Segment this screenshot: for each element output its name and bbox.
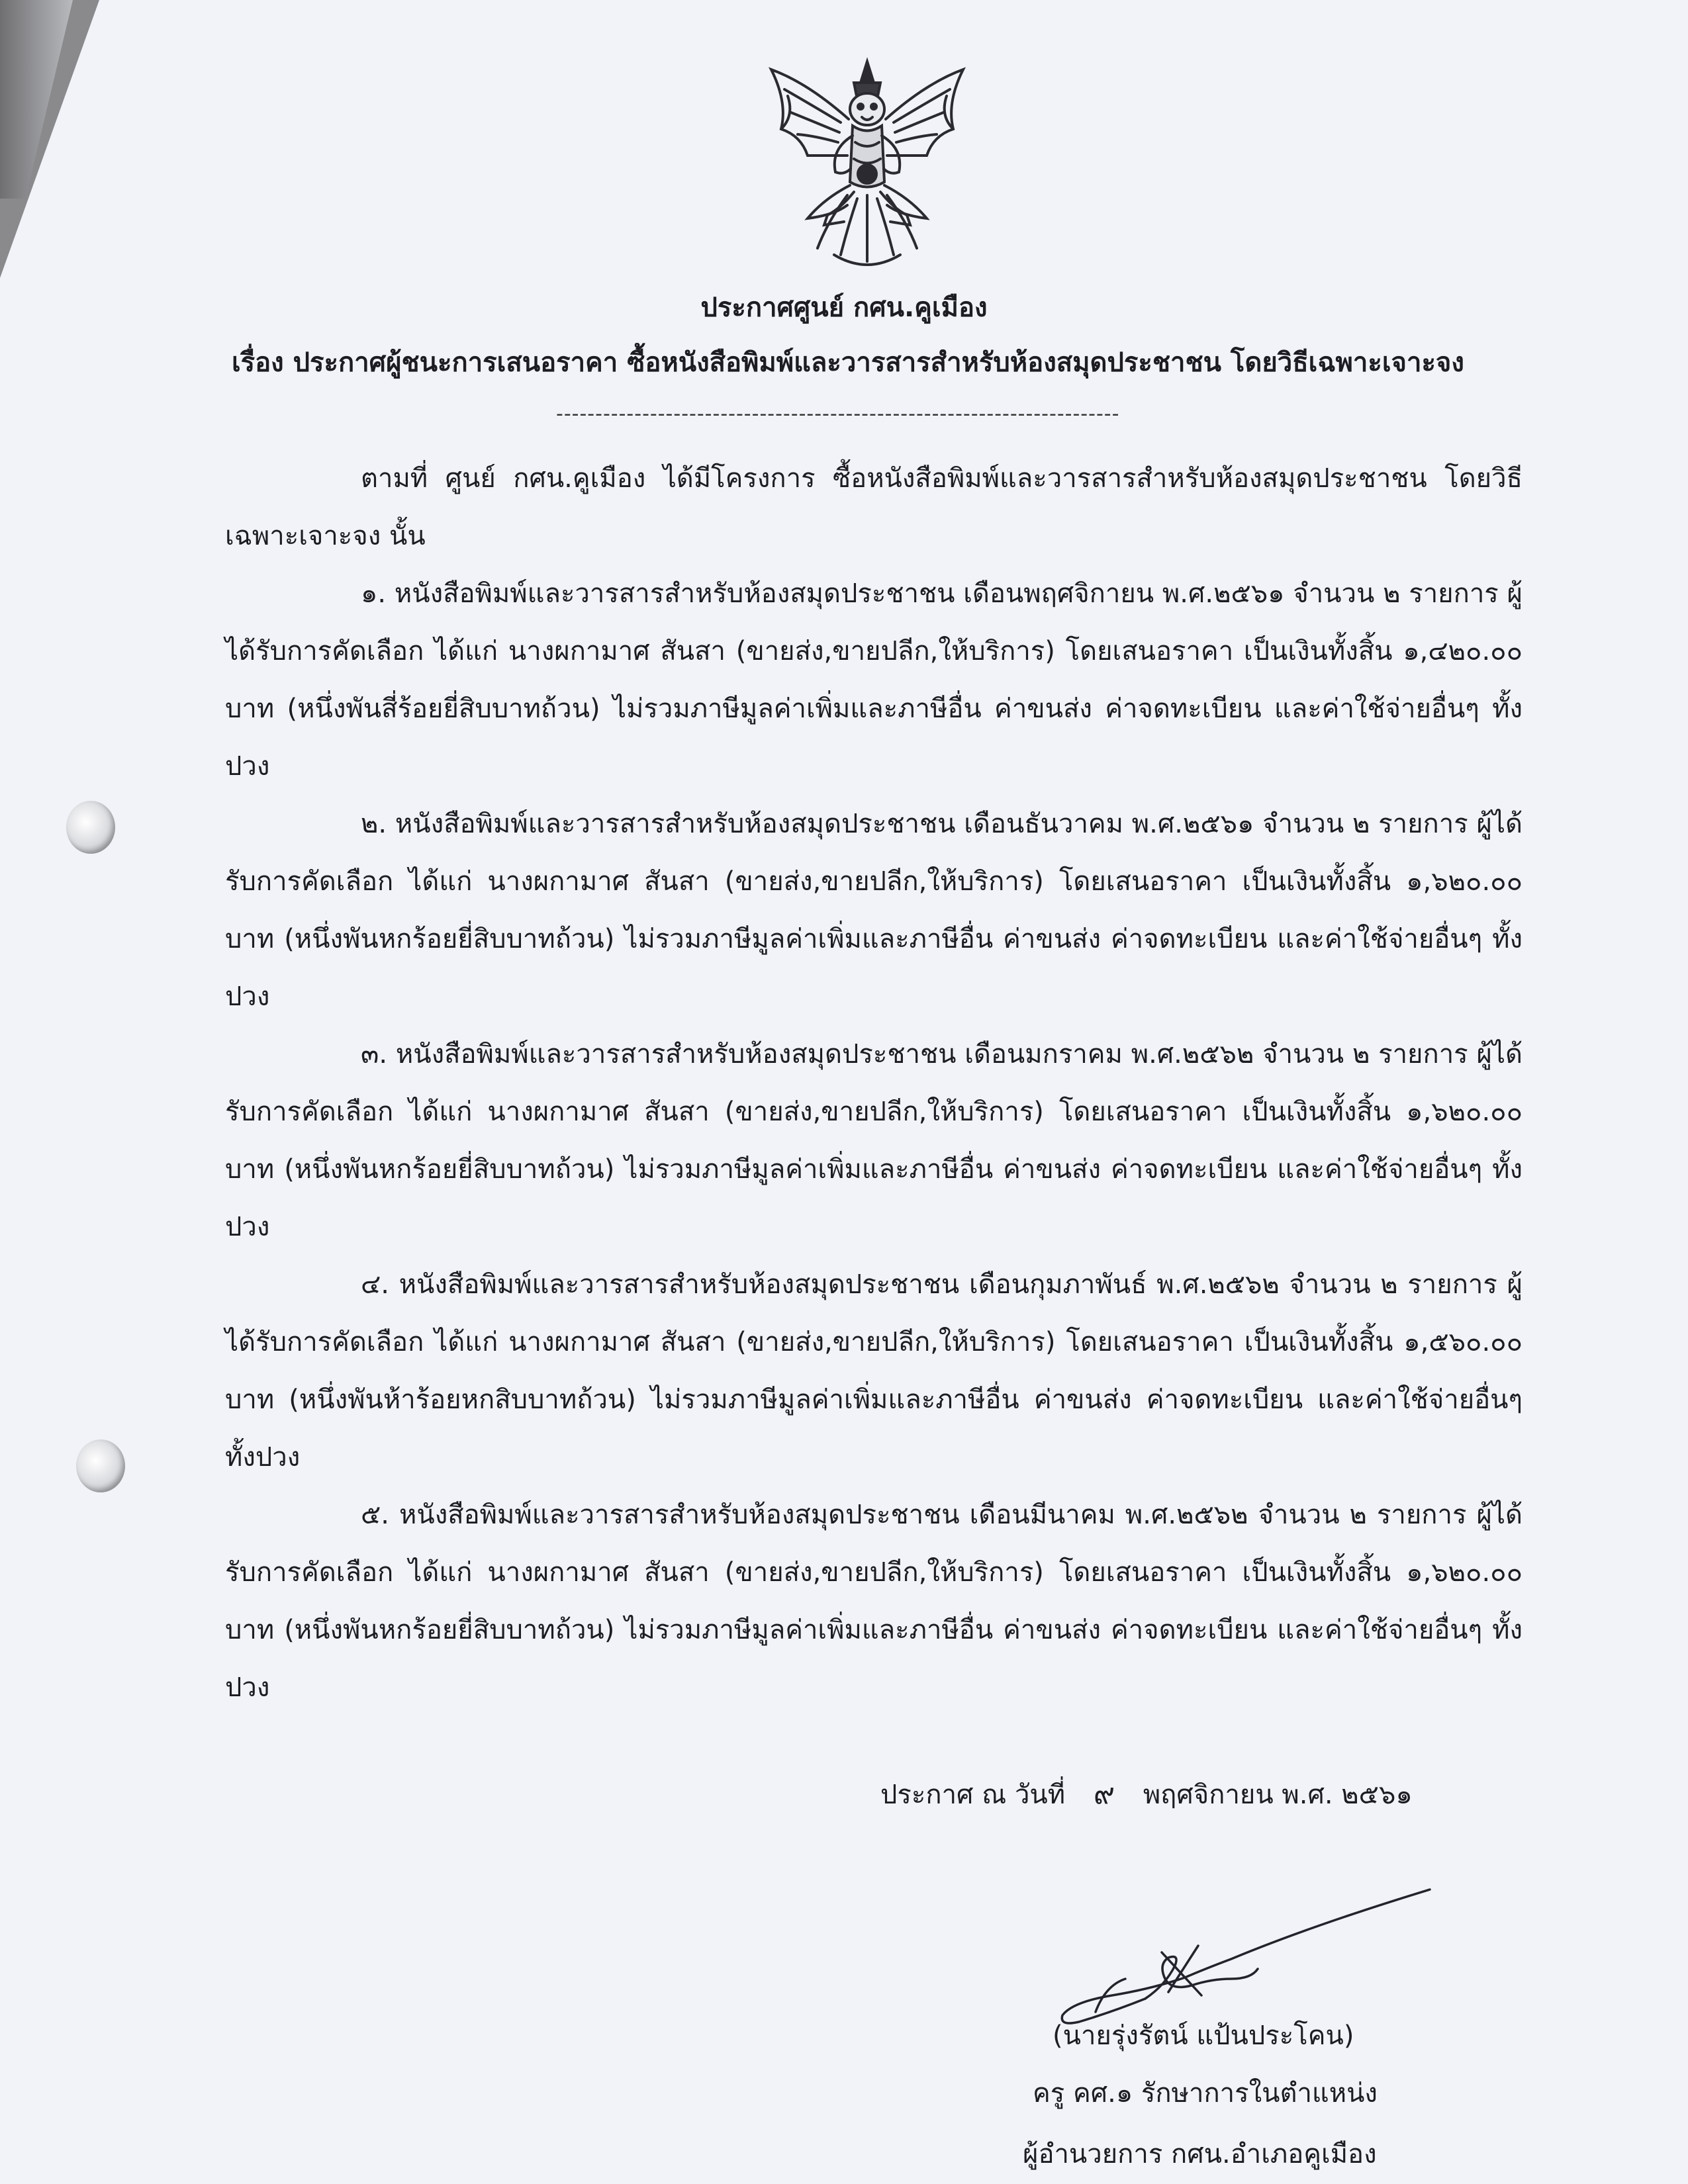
date-day: ๙: [1093, 1777, 1115, 1811]
punch-hole-top: [66, 801, 115, 854]
item-paragraph-5: ๕. หนังสือพิมพ์และวารสารสำหรับห้องสมุดประชาชน เดือนมีนาคม พ.ศ.๒๕๖๒ จำนวน ๒ รายการ ผู้ได้รับการคัดเลือก ได้แก่ นางผกามาศ สันสา (ขายส่ง,ขายปลีก,ให้บริการ) โดยเสนอราคา เป็นเงินทั้งสิ้น ๑,๖๒๐.๐๐ บาท (หนึ่งพันหกร้อยยี่สิบบาทถ้วน) ไม่รวมภาษีมูลค่าเพิ่มและภาษีอื่น ค่าขนส่ง ค่าจดทะเบียน และค่าใช้จ่ายอื่นๆ ทั้งปวง: [225, 1500, 1523, 1703]
date-prefix: ประกาศ ณ วันที่: [880, 1780, 1066, 1810]
announcement-date: [880, 1770, 1413, 1817]
header-divider: ------------------------------------------------------------------------: [556, 402, 1120, 426]
signatory-position: ครู คศ.๑ รักษาการในตำแหน่ง: [1033, 2078, 1378, 2109]
handwritten-signature-icon: [1033, 1880, 1443, 2032]
announcement-body: [225, 450, 1523, 1717]
page-title: ประกาศศูนย์ กศน.คูเมือง: [700, 293, 988, 323]
item-paragraph-3: ๓. หนังสือพิมพ์และวารสารสำหรับห้องสมุดประชาชน เดือนมกราคม พ.ศ.๒๕๖๒ จำนวน ๒ รายการ ผู้ได้รับการคัดเลือก ได้แก่ นางผกามาศ สันสา (ขายส่ง,ขายปลีก,ให้บริการ) โดยเสนอราคา เป็นเงินทั้งสิ้น ๑,๖๒๐.๐๐ บาท (หนึ่งพันหกร้อยยี่สิบบาทถ้วน) ไม่รวมภาษีมูลค่าเพิ่มและภาษีอื่น ค่าขนส่ง ค่าจดทะเบียน และค่าใช้จ่ายอื่นๆ ทั้งปวง: [225, 1039, 1523, 1242]
intro-paragraph: ตามที่ ศูนย์ กศน.คูเมือง ได้มีโครงการ ซื้อหนังสือพิมพ์และวารสารสำหรับห้องสมุดประชาชน โดยวิธีเฉพาะเจาะจง นั้น: [225, 463, 1523, 551]
signatory-name: (นายรุ่งรัตน์ แป้นประโคน): [1053, 2021, 1354, 2051]
item-paragraph-1: ๑. หนังสือพิมพ์และวารสารสำหรับห้องสมุดประชาชน เดือนพฤศจิกายน พ.ศ.๒๕๖๑ จำนวน ๒ รายการ ผู้ได้รับการคัดเลือก ได้แก่ นางผกามาศ สันสา (ขายส่ง,ขายปลีก,ให้บริการ) โดยเสนอราคา เป็นเงินทั้งสิ้น ๑,๔๒๐.๐๐ บาท (หนึ่งพันสี่ร้อยยี่สิบบาทถ้วน) ไม่รวมภาษีมูลค่าเพิ่มและภาษีอื่น ค่าขนส่ง ค่าจดทะเบียน และค่าใช้จ่ายอื่นๆ ทั้งปวง: [225, 578, 1523, 782]
subject-line: เรื่อง ประกาศผู้ชนะการเสนอราคา ซื้อหนังสือพิมพ์และวารสารสำหรับห้องสมุดประชาชน โดยวิธีเฉพาะเจาะจง: [232, 347, 1464, 378]
item-paragraph-2: ๒. หนังสือพิมพ์และวารสารสำหรับห้องสมุดประชาชน เดือนธันวาคม พ.ศ.๒๕๖๑ จำนวน ๒ รายการ ผู้ได้รับการคัดเลือก ได้แก่ นางผกามาศ สันสา (ขายส่ง,ขายปลีก,ให้บริการ) โดยเสนอราคา เป็นเงินทั้งสิ้น ๑,๖๒๐.๐๐ บาท (หนึ่งพันหกร้อยยี่สิบบาทถ้วน) ไม่รวมภาษีมูลค่าเพิ่มและภาษีอื่น ค่าขนส่ง ค่าจดทะเบียน และค่าใช้จ่ายอื่นๆ ทั้งปวง: [225, 809, 1523, 1012]
signatory-title: ผู้อำนวยการ กศน.อำเภอคูเมือง: [1023, 2139, 1377, 2169]
punch-hole-bottom: [76, 1439, 125, 1492]
garuda-emblem-icon: [761, 56, 973, 278]
date-month-year: พฤศจิกายน พ.ศ. ๒๕๖๑: [1143, 1780, 1413, 1810]
item-paragraph-4: ๔. หนังสือพิมพ์และวารสารสำหรับห้องสมุดประชาชน เดือนกุมภาพันธ์ พ.ศ.๒๕๖๒ จำนวน ๒ รายการ ผู้ได้รับการคัดเลือก ได้แก่ นางผกามาศ สันสา (ขายส่ง,ขายปลีก,ให้บริการ) โดยเสนอราคา เป็นเงินทั้งสิ้น ๑,๕๖๐.๐๐ บาท (หนึ่งพันห้าร้อยหกสิบบาทถ้วน) ไม่รวมภาษีมูลค่าเพิ่มและภาษีอื่น ค่าขนส่ง ค่าจดทะเบียน และค่าใช้จ่ายอื่นๆ ทั้งปวง: [225, 1269, 1523, 1473]
